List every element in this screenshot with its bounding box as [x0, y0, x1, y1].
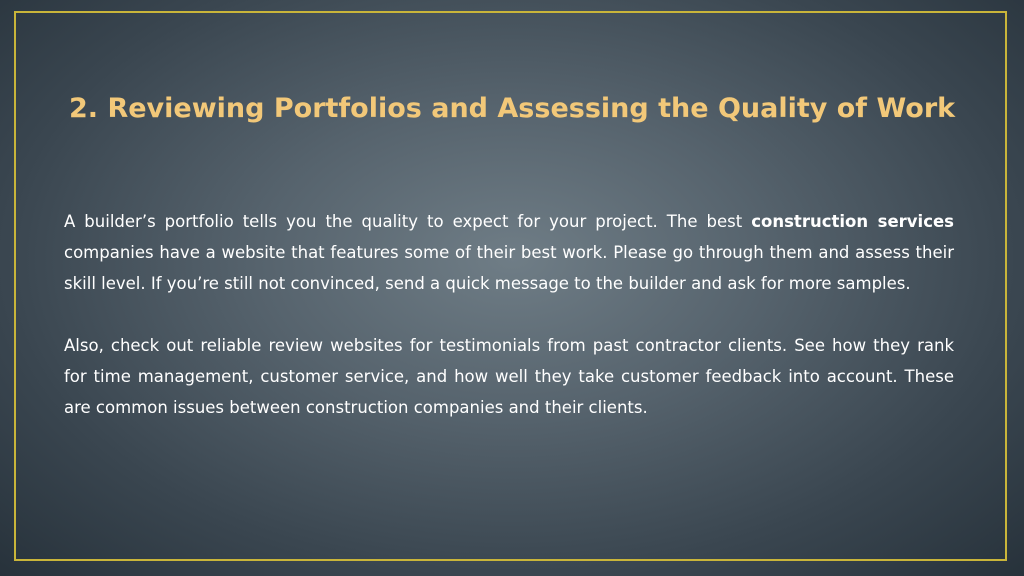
- paragraph-reviews: Also, check out reliable review websites for testimonials from past contractor clients. See how they rank for time management, customer service, and how well they take customer feedback into account. These are common issues between construction companies and their clients.: [64, 336, 954, 417]
- paragraph-portfolio-text-start: A builder’s portfolio tells you the quality to expect for your project. The best: [64, 212, 752, 231]
- paragraph-portfolio: [64, 206, 954, 299]
- paragraph-portfolio-text-end: companies have a website that features some of their best work. Please go through them and assess their skill level. If you’re still not convinced, send a quick message to the builder and ask for more samples.: [64, 243, 954, 293]
- slide-body: [64, 206, 954, 423]
- slide-title: 2. Reviewing Portfolios and Assessing the Quality of Work: [69, 93, 956, 124]
- construction-services-term: construction services: [751, 212, 954, 231]
